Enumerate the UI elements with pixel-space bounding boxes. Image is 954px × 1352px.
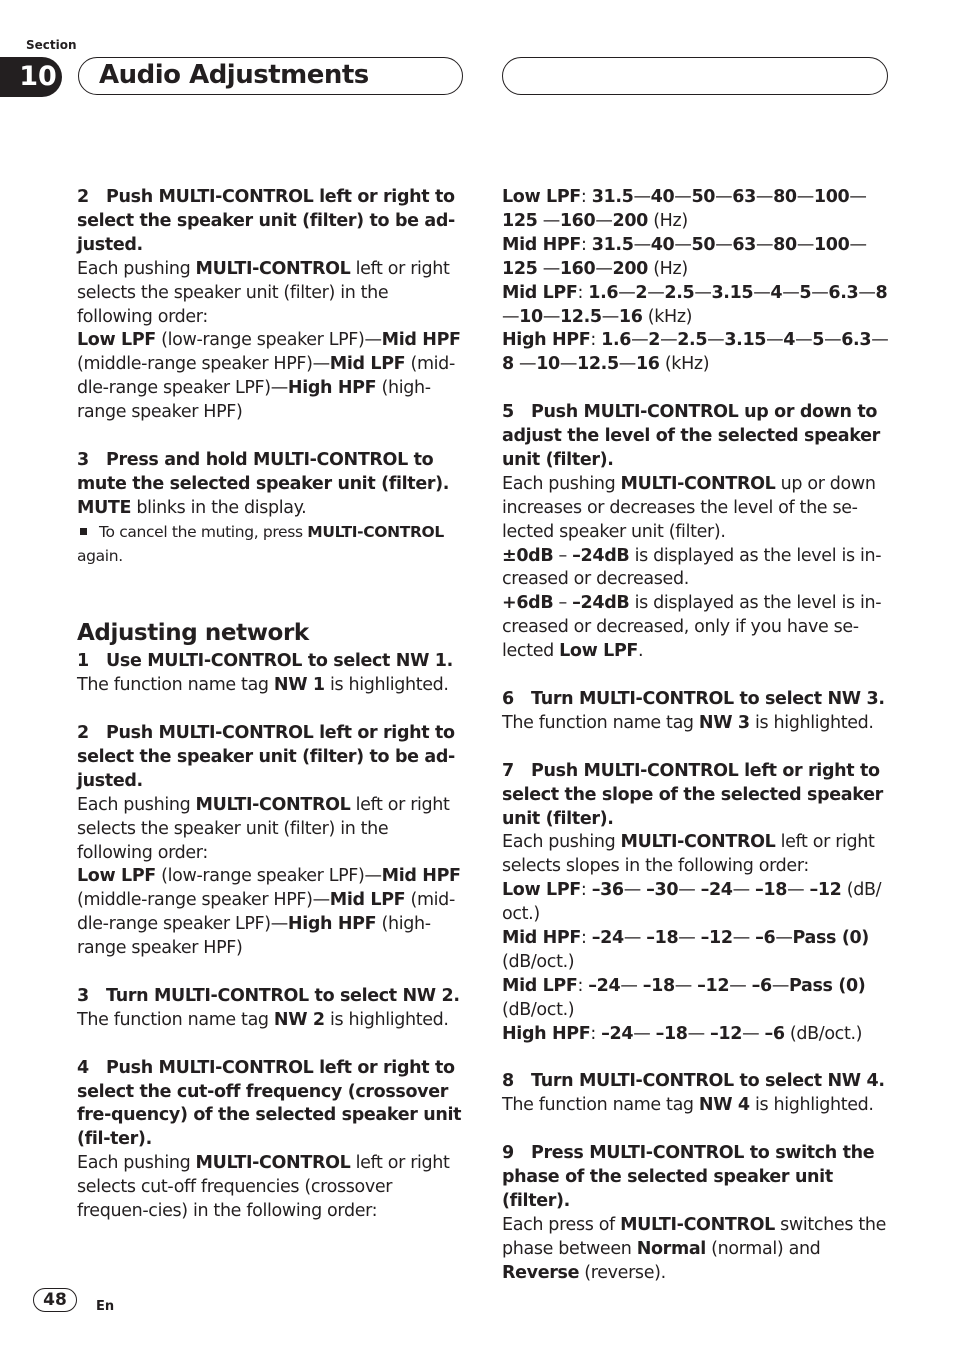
right-column bbox=[502, 186, 890, 1286]
spacer bbox=[77, 1033, 465, 1057]
body-text: Each pushing MULTI-CONTROL left or right selects cut-off frequencies (crossover frequen-cies) in the following order: bbox=[77, 1153, 450, 1222]
body-text: The function name tag NW 1 is highlighted. bbox=[77, 675, 449, 696]
body-text: High HPF: –24— –18— –12— –6 (dB/oct.) bbox=[502, 1023, 863, 1044]
spacer bbox=[502, 664, 890, 688]
body-text: Mid LPF: –24— –18— –12— –6—Pass (0) (dB/oct.) bbox=[502, 975, 866, 1020]
step-heading: 4 Push MULTI-CONTROL left or right to select the cut-off frequency (crossover fre-quency) of the selected speaker unit (fil-ter). bbox=[77, 1057, 462, 1150]
body-text: Mid HPF: 31.5—40—50—63—80—100—125 —160—200 (Hz) bbox=[502, 234, 867, 279]
body-text: Low LPF: –36— –30— –24— –18— –12 (dB/ oct.) bbox=[502, 880, 882, 925]
body-text: The function name tag NW 2 is highlighted. bbox=[77, 1009, 449, 1030]
spacer bbox=[502, 377, 890, 401]
step-heading: 9 Press MULTI-CONTROL to switch the phase of the selected speaker unit (filter). bbox=[502, 1143, 875, 1211]
section-number-badge: 10 bbox=[0, 57, 62, 97]
body-text: +6dB – –24dB is displayed as the level is in-creased or decreased, only if you have se-lected Low LPF. bbox=[502, 593, 882, 662]
spacer bbox=[77, 568, 465, 592]
body-text: Each pushing MULTI-CONTROL left or right selects the speaker unit (filter) in the following order: bbox=[77, 258, 450, 327]
body-text: Each pushing MULTI-CONTROL up or down increases or decreases the level of the se-lected speaker unit (filter). bbox=[502, 473, 876, 542]
bullet-square-icon bbox=[80, 528, 87, 535]
body-text: Mid HPF: –24— –18— –12— –6—Pass (0) (dB/oct.) bbox=[502, 928, 869, 972]
step-heading: 5 Push MULTI-CONTROL up or down to adjust the level of the selected speaker unit (filter). bbox=[502, 402, 880, 470]
note-item bbox=[77, 521, 465, 569]
note-text: To cancel the muting, press MULTI-CONTROL again. bbox=[77, 522, 444, 565]
spacer bbox=[502, 1047, 890, 1071]
left-column bbox=[77, 186, 465, 1224]
body-text: High HPF: 1.6—2—2.5—3.15—4—5—6.3—8 —10—12.5—16 (kHz) bbox=[502, 330, 889, 375]
body-text: ±0dB – –24dB is displayed as the level is in-creased or decreased. bbox=[502, 545, 882, 590]
page-number: 48 bbox=[33, 1288, 77, 1312]
body-text: The function name tag NW 4 is highlighted. bbox=[502, 1095, 874, 1116]
body-text: Mid LPF: 1.6—2—2.5—3.15—4—5—6.3—8 —10—12.5—16 (kHz) bbox=[502, 282, 888, 327]
step-heading: 8 Turn MULTI-CONTROL to select NW 4. bbox=[502, 1071, 885, 1092]
section-heading: Adjusting network bbox=[77, 620, 309, 647]
body-text: The function name tag NW 3 is highlighted. bbox=[502, 712, 874, 733]
spacer bbox=[77, 698, 465, 722]
body-text: Each press of MULTI-CONTROL switches the phase between Normal (normal) and Reverse (reverse). bbox=[502, 1214, 886, 1283]
step-heading: 1 Use MULTI-CONTROL to select NW 1. bbox=[77, 651, 453, 672]
page-title: Audio Adjustments bbox=[99, 60, 369, 90]
step-heading: 2 Push MULTI-CONTROL left or right to select the speaker unit (filter) to be ad-justed. bbox=[77, 187, 455, 255]
spacer bbox=[502, 1118, 890, 1142]
body-text: Each pushing MULTI-CONTROL left or right selects slopes in the following order: bbox=[502, 832, 875, 877]
step-heading: 6 Turn MULTI-CONTROL to select NW 3. bbox=[502, 689, 885, 709]
spacer bbox=[77, 425, 465, 449]
spacer bbox=[77, 592, 465, 616]
spacer bbox=[502, 736, 890, 760]
spacer bbox=[77, 961, 465, 985]
step-heading: 2 Push MULTI-CONTROL left or right to select the speaker unit (filter) to be ad-justed. bbox=[77, 722, 455, 791]
body-text: MUTE blinks in the display. bbox=[77, 497, 307, 518]
step-heading: 3 Turn MULTI-CONTROL to select NW 2. bbox=[77, 985, 460, 1006]
body-text: Low LPF (low-range speaker LPF)—Mid HPF (middle-range speaker HPF)—Mid LPF (mid-dle-range speaker LPF)—High HPF (high-range speaker HPF) bbox=[77, 330, 461, 423]
title-box bbox=[78, 57, 463, 95]
step-heading: 7 Push MULTI-CONTROL left or right to select the slope of the selected speaker unit (filter). bbox=[502, 760, 883, 829]
language-label: En bbox=[96, 1299, 115, 1314]
empty-header-box bbox=[502, 57, 888, 95]
body-text: Low LPF: 31.5—40—50—63—80—100—125 —160—200 (Hz) bbox=[502, 187, 867, 231]
step-heading: 3 Press and hold MULTI-CONTROL to mute the selected speaker unit (filter). bbox=[77, 449, 450, 494]
body-text: Each pushing MULTI-CONTROL left or right selects the speaker unit (filter) in the following order: bbox=[77, 794, 450, 863]
section-label: Section bbox=[26, 38, 77, 52]
body-text: Low LPF (low-range speaker LPF)—Mid HPF (middle-range speaker HPF)—Mid LPF (mid-dle-range speaker LPF)—High HPF (high-range speaker HPF) bbox=[77, 866, 461, 959]
